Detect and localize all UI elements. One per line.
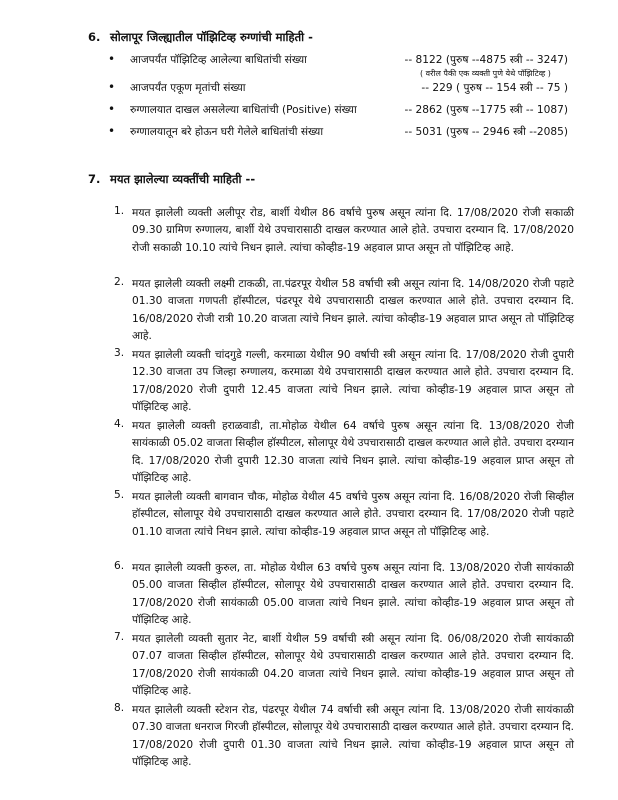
item-number: 5. [114, 489, 125, 501]
stat-label: रुग्णालयात दाखल असलेल्या बाधितांची (Positive) संख्या [130, 104, 357, 116]
stat-value: -- 2862 (पुरुष --1775 स्त्री -- 1087) [404, 104, 568, 116]
bullet-icon: • [108, 52, 116, 66]
death-record-item [114, 702, 574, 771]
item-number: 3. [114, 347, 125, 359]
item-text: मयत झालेली व्यक्ती बागवान चौक, मोहोळ येथील 45 वर्षाचे पुरुष असून त्यांना दि. 16/08/2020 रोजी सिव्हील हॉस्पीटल, सोलापूर येथे उपचारासाठी दाखल करण्यात आले होते. उपचारा दरम्यान दि. 17/08/2020 रोजी पहाटे 01.10 वाजता त्यांचे निधन झाले. त्यांचा कोव्हीड-19 अहवाल प्राप्त असून तो पॉझिटिव्ह आहे. [132, 491, 574, 538]
bullet-icon: • [108, 102, 116, 116]
stat-row-deaths [108, 80, 578, 96]
stat-value: -- 5031 (पुरुष -- 2946 स्त्री --2085) [404, 126, 568, 138]
stat-label: रुग्णालयातून बरे होऊन घरी गेलेले बाधितांची संख्या [130, 126, 324, 138]
stat-row-recovered [108, 124, 578, 140]
item-text: मयत झालेली व्यक्ती स्टेशन रोड, पंढरपूर येथील 74 वर्षाची स्त्री असून त्यांना दि. 13/08/2020 रोजी सायंकाळी 07.30 वाजता धनराज गिरजी हॉस्पीटल, सोलापूर येथे उपचारासाठी दाखल करण्यात आले होते. उपचारा दरम्यान दि. 17/08/2020 रोजी दुपारी 01.30 वाजता त्यांचे निधन झाले. त्यांचा कोव्हीड-19 अहवाल प्राप्त असून तो पॉझिटिव्ह आहे. [132, 704, 574, 768]
stat-row-admitted [108, 102, 578, 118]
item-number: 1. [114, 205, 125, 217]
item-number: 7. [114, 631, 125, 643]
stat-value: -- 229 ( पुरुष -- 154 स्त्री -- 75 ) [421, 82, 568, 94]
item-number: 8. [114, 702, 125, 714]
section-6-title: सोलापूर जिल्ह्यातील पॉझिटिव्ह रुग्णांची माहिती - [110, 30, 313, 44]
death-record-item [114, 560, 574, 629]
item-text: मयत झालेली व्यक्ती लक्ष्मी टाकळी, ता.पंढरपूर येथील 58 वर्षाची स्त्री असून त्यांना दि. 14/08/2020 रोजी पहाटे 01.30 वाजता गणपती हॉस्पीटल, पंढरपूर येथे उपचारासाठी दाखल करण्यात आले होते. उपचारा दरम्यान दि. 16/08/2020 रोजी रात्री 10.20 वाजता त्यांचे निधन झाले. त्यांचा कोव्हीड-19 अहवाल प्राप्त असून तो पॉझिटिव्ह आहे. [132, 278, 574, 342]
item-text: मयत झालेली व्यक्ती हराळवाडी, ता.मोहोळ येथील 64 वर्षाचे पुरुष असून त्यांना दि. 13/08/2020 रोजी सायंकाळी 05.02 वाजता सिव्हील हॉस्पीटल, सोलापूर येथे उपचारासाठी दाखल करण्यात आले होते. उपचारा दरम्यान दि. 17/08/2020 रोजी दुपारी 12.30 वाजता त्यांचे निधन झाले. त्यांचा कोव्हीड-19 अहवाल प्राप्त असून तो पॉझिटिव्ह आहे. [132, 420, 574, 484]
item-text: मयत झालेली व्यक्ती अलीपूर रोड, बार्शी येथील 86 वर्षाचे पुरुष असून त्यांना दि. 17/08/2020 रोजी सकाळी 09.30 ग्रामिण रुग्णालय, बार्शी येथे उपचारासाठी दाखल करण्यात आले होते. उपचारा दरम्यान दि. 17/08/2020 रोजी सकाळी 10.10 त्यांचे निधन झाले. त्यांचा कोव्हीड-19 अहवाल प्राप्त असून तो पॉझिटिव्ह आहे. [132, 207, 574, 254]
item-number: 4. [114, 418, 125, 430]
death-record-item [114, 276, 574, 345]
section-7-heading [88, 172, 255, 187]
item-text: मयत झालेली व्यक्ती चांदगुडे गल्ली, करमाळा येथील 90 वर्षाची स्त्री असून त्यांना दि. 17/08/2020 रोजी दुपारी 12.30 वाजता उप जिल्हा रुग्णालय, करमाळा येथे उपचारासाठी दाखल करण्यात आले होते. उपचारा दरम्यान दि. 17/08/2020 रोजी दुपारी 12.45 वाजता त्यांचे निधन झाले. त्यांचा कोव्हीड-19 अहवाल प्राप्त असून तो पॉझिटिव्ह आहे. [132, 349, 574, 413]
death-record-item [114, 631, 574, 700]
section-6-heading [88, 30, 313, 45]
section-7-title: मयत झालेल्या व्यक्तींची माहिती -- [110, 172, 256, 186]
stat-row-positive [108, 52, 578, 68]
section-6-number: 6. [88, 30, 101, 44]
item-number: 2. [114, 276, 125, 288]
item-text: मयत झालेली व्यक्ती सुतार नेट, बार्शी येथील 59 वर्षाची स्त्री असून त्यांना दि. 06/08/2020 रोजी सायंकाळी 07.07 वाजता सिव्हील हॉस्पीटल, सोलापूर येथे उपचारासाठी दाखल करण्यात आले होते. उपचारा दरम्यान दि. 17/08/2020 रोजी सायंकाळी 04.20 वाजता त्यांचे निधन झाले. त्यांचा कोव्हीड-19 अहवाल प्राप्त असून तो पॉझिटिव्ह आहे. [132, 633, 574, 697]
death-record-item [114, 418, 574, 487]
death-record-item [114, 205, 574, 257]
bullet-icon: • [108, 124, 116, 138]
death-record-item [114, 489, 574, 541]
stat-label: आजपर्यंत पॉझिटिव्ह आलेल्या बाधितांची संख्या [130, 54, 307, 66]
item-text: मयत झालेली व्यक्ती कुरुल, ता. मोहोळ येथील 63 वर्षाचे पुरुष असून त्यांना दि. 13/08/2020 रोजी सायंकाळी 05.00 वाजता सिव्हील हॉस्पीटल, सोलापूर येथे उपचारासाठी दाखल करण्यात आले होते. उपचारा दरम्यान दि. 17/08/2020 रोजी सायंकाळी 05.00 वाजता त्यांचे निधन झाले. त्यांचा कोव्हीड-19 अहवाल प्राप्त असून तो पॉझिटिव्ह आहे. [132, 562, 574, 626]
stat-note: ( वरील पैकी एक व्यक्ती पुणे येथे पॉझिटिव्ह ) [420, 69, 551, 78]
death-record-item [114, 347, 574, 416]
bullet-icon: • [108, 80, 116, 94]
stat-label: आजपर्यंत एकूण मृतांची संख्या [130, 82, 246, 94]
item-number: 6. [114, 560, 125, 572]
stat-value: -- 8122 (पुरुष --4875 स्त्री -- 3247) [404, 54, 568, 66]
section-7-number: 7. [88, 172, 101, 186]
